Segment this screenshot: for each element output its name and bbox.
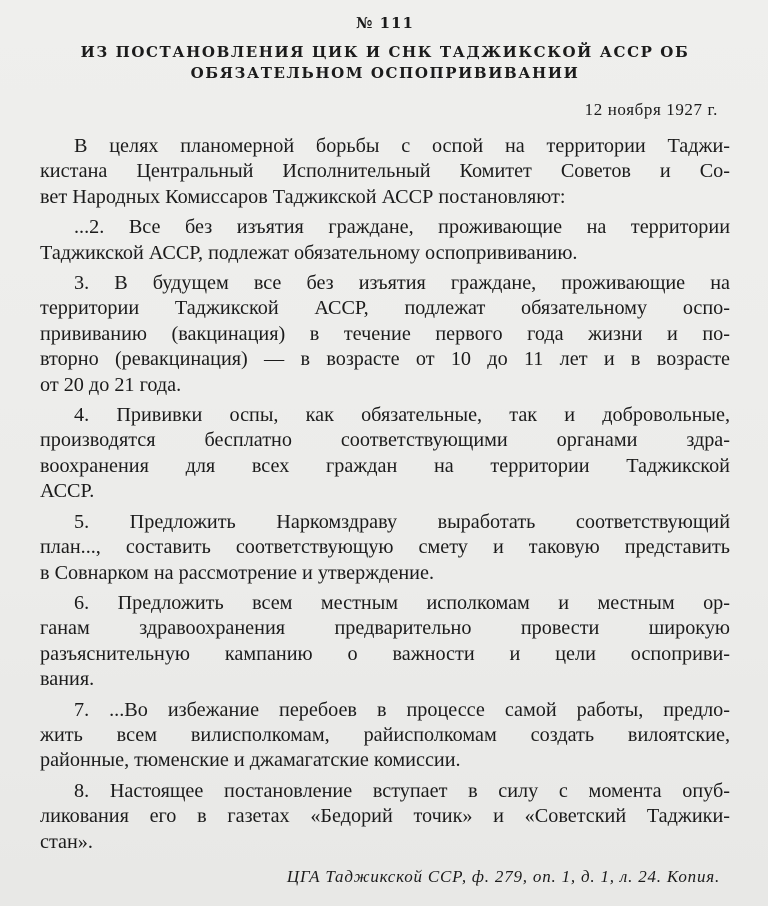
- paragraph: [40, 698, 730, 774]
- paragraph: [40, 134, 730, 210]
- paragraph-line: жить всем вилисполкомам, райисполкомам создать вилоятские,: [40, 723, 730, 746]
- paragraph: [40, 779, 730, 855]
- paragraph-line: ганам здравоохранения предварительно провести широкую: [40, 617, 730, 640]
- paragraph: [40, 403, 730, 505]
- paragraph-line: 6. Предложить всем местным исполкомам и местным ор-: [74, 591, 730, 614]
- paragraph: [40, 271, 730, 398]
- paragraph-line: ...2. Все без изъятия граждане, проживающие на территории: [74, 216, 730, 239]
- paragraph-line: АССР.: [40, 480, 95, 503]
- paragraph-line: районные, тюменские и джамагатские комиссии.: [40, 749, 461, 772]
- paragraph-line: 7. ...Во избежание перебоев в процессе самой работы, предло-: [74, 698, 730, 721]
- paragraph-line: от 20 до 21 года.: [40, 373, 182, 396]
- paragraph-line: стан».: [40, 830, 93, 853]
- document-number: № 111: [356, 14, 414, 32]
- paragraph-line: ликования его в газетах «Бедорий точик» и «Советский Таджики-: [40, 805, 730, 828]
- paragraph-line: вет Народных Комиссаров Таджикской АССР постановляют:: [40, 185, 566, 208]
- paragraph-line: прививанию (вакцинация) в течение первого года жизни и по-: [40, 322, 730, 345]
- archive-source-citation: ЦГА Таджикской ССР, ф. 279, оп. 1, д. 1, л. 24. Копия.: [286, 866, 720, 886]
- paragraph: [40, 215, 730, 266]
- paragraph-line: воохранения для всех граждан на территории Таджикской: [40, 454, 730, 477]
- paragraph-line: 5. Предложить Наркомздраву выработать соответствующий: [74, 510, 730, 533]
- paragraph-line: В целях планомерной борьбы с оспой на территории Таджи-: [74, 135, 730, 157]
- paragraph-line: кистана Центральный Исполнительный Комитет Советов и Со-: [40, 160, 730, 183]
- paragraph-line: 4. Прививки оспы, как обязательные, так и добровольные,: [74, 404, 730, 427]
- paragraph-line: в Совнарком на рассмотрение и утверждение.: [40, 561, 434, 584]
- document-title: [40, 42, 730, 84]
- paragraph-line: 8. Настоящее постановление вступает в силу с момента опуб-: [74, 779, 730, 802]
- document-body: [40, 134, 730, 855]
- paragraph-line: вторно (ревакцинация) — в возрасте от 10 до 11 лет и в возрасте: [40, 348, 730, 371]
- document-date: 12 ноября 1927 г.: [584, 100, 718, 119]
- paragraph-line: вания.: [40, 668, 95, 691]
- paragraph-line: план..., составить соответствующую смету и таковую представить: [40, 536, 730, 559]
- paragraph-line: разъяснительную кампанию о важности и цели оспоприви-: [40, 642, 730, 665]
- paragraph: [40, 510, 730, 586]
- document-title-line: ИЗ ПОСТАНОВЛЕНИЯ ЦИК И СНК ТАДЖИКСКОЙ АССР ОБ: [80, 43, 690, 61]
- paragraph-line: Таджикской АССР, подлежат обязательному оспопрививанию.: [40, 241, 578, 264]
- paragraph-line: территории Таджикской АССР, подлежат обязательному оспо-: [40, 297, 730, 320]
- paragraph-line: производятся бесплатно соответствующими органами здра-: [40, 429, 730, 452]
- document-title-line: ОБЯЗАТЕЛЬНОМ ОСПОПРИВИВАНИИ: [190, 64, 580, 82]
- paragraph: [40, 591, 730, 693]
- paragraph-line: 3. В будущем все без изъятия граждане, проживающие на: [74, 272, 730, 295]
